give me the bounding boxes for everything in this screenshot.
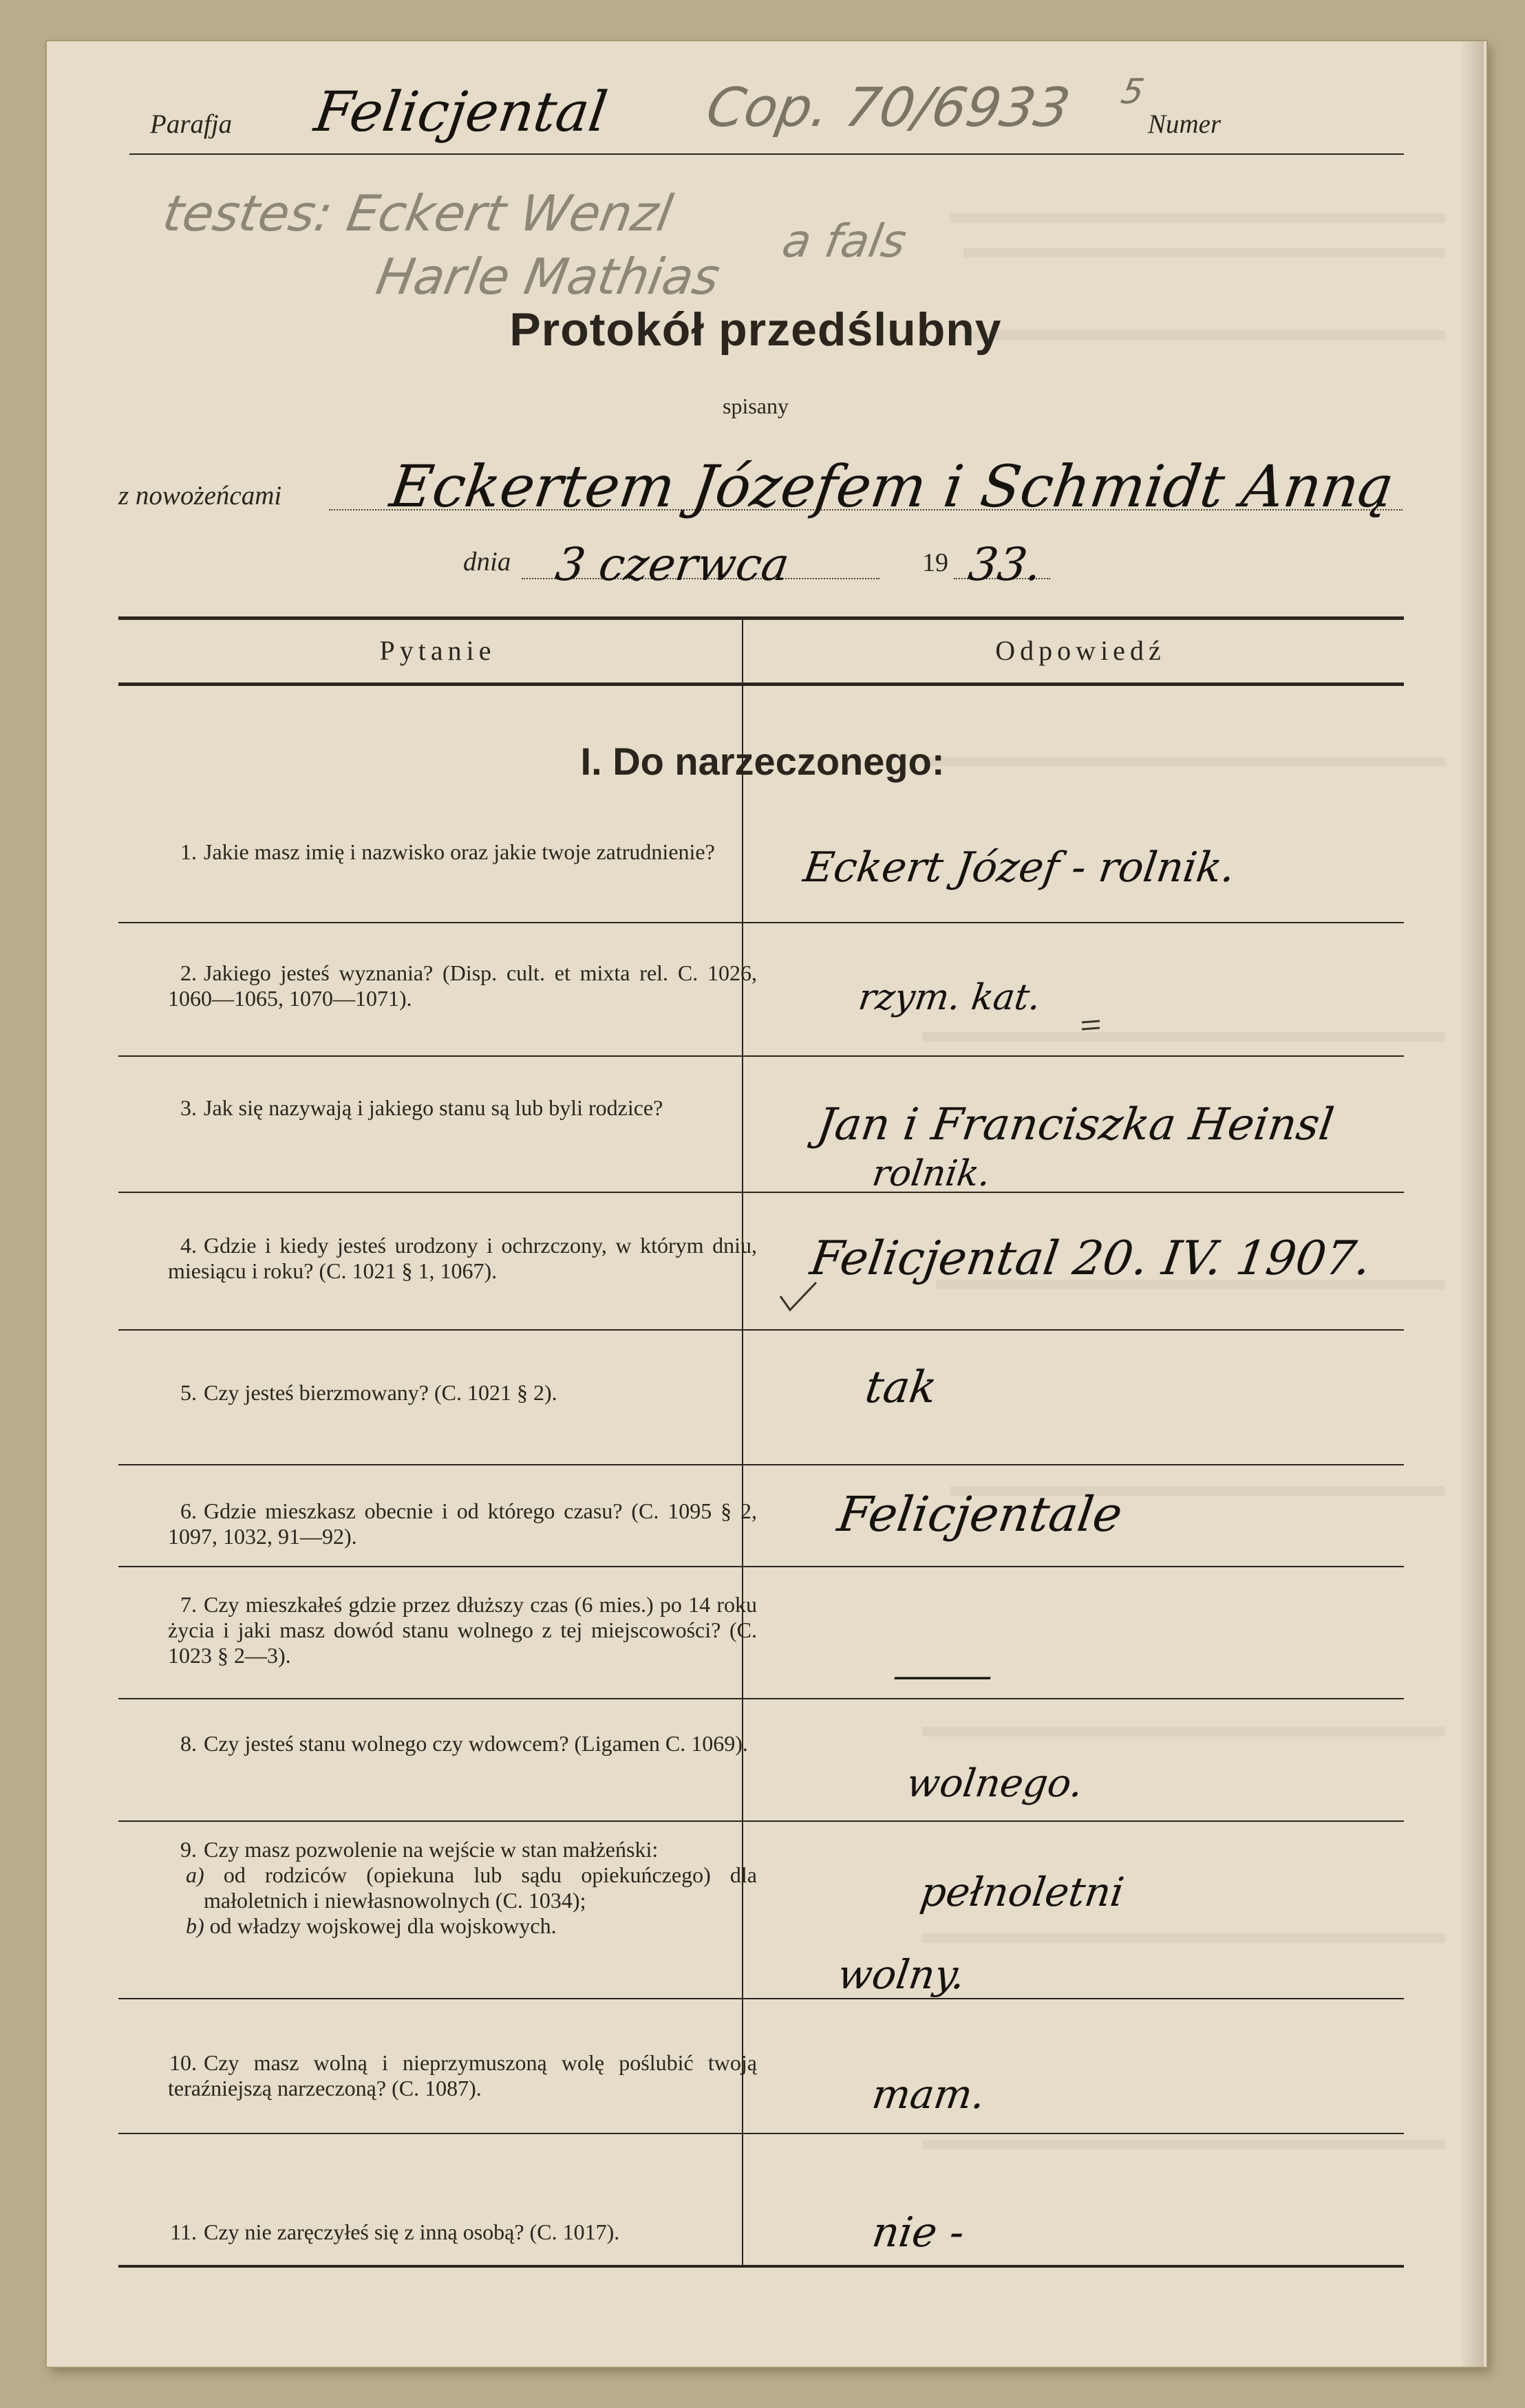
question-row — [168, 1380, 757, 1406]
answer-2: rzym. kat. — [855, 977, 1044, 1018]
date-label: dnia — [463, 547, 511, 577]
question-row — [168, 2050, 757, 2101]
column-header-question: Pytanie — [379, 635, 496, 666]
bleed-through — [963, 248, 1445, 257]
row-rule — [118, 1820, 1404, 1822]
question-number: 10. — [169, 2050, 197, 2075]
bleed-through — [922, 1727, 1445, 1737]
question-row — [168, 839, 757, 865]
question-sub-a — [168, 1862, 757, 1913]
question-text: Gdzie mieszkasz obecnie i od którego czasu? (C. 1095 § 2, 1097, 1032, 91—92). — [168, 1498, 757, 1549]
number-label: Numer — [1148, 109, 1222, 139]
bleed-through — [950, 213, 1445, 223]
bleed-through — [922, 2140, 1445, 2149]
question-row — [168, 960, 757, 1011]
question-row — [168, 1837, 757, 1939]
question-text: Czy masz pozwolenie na wejście w stan małżeński: — [204, 1837, 659, 1862]
row-rule — [118, 1055, 1404, 1057]
question-text: Czy mieszkałeś gdzie przez dłuższy czas (6 mies.) po 14 roku życia i jaki masz dowód stanu wolnego z tej miejscowości? (C. 1023 § 2—3). — [168, 1592, 757, 1668]
question-text: Jakiego jesteś wyznania? (Disp. cult. et mixta rel. C. 1026, 1060—1065, 1070—1071). — [168, 960, 757, 1011]
couple-label: z nowożeńcami — [118, 481, 282, 510]
row-rule — [118, 1464, 1404, 1465]
table-header-rule — [118, 682, 1404, 686]
question-number: 4. — [180, 1233, 197, 1258]
question-text: Jak się nazywają i jakiego stanu są lub byli rodzice? — [204, 1095, 663, 1120]
question-number: 2. — [180, 960, 197, 985]
row-rule — [118, 1566, 1404, 1567]
section-title: I. Do narzeczonego: — [580, 740, 945, 783]
question-row — [168, 1095, 757, 1121]
row-rule — [118, 2133, 1404, 2134]
answer-11: nie - — [869, 2208, 968, 2257]
equals-mark-icon — [1078, 1015, 1105, 1036]
question-number: 9. — [180, 1837, 197, 1862]
row-rule — [118, 1998, 1404, 1999]
witnesses-line-1: testes: Eckert Wenzl — [158, 184, 677, 242]
year-value: 33. — [965, 538, 1045, 591]
answer-3: Jan i Franciszka Heinsl — [813, 1099, 1337, 1150]
question-number: 11. — [170, 2219, 197, 2244]
table-top-rule — [118, 616, 1404, 620]
number-superscript: 5 — [1118, 72, 1147, 111]
question-number: 1. — [180, 839, 197, 864]
sub-letter: b) — [186, 1913, 204, 1938]
sub-text: od władzy wojskowej dla wojskowych. — [209, 1913, 557, 1938]
question-text: Czy jesteś bierzmowany? (C. 1021 § 2). — [204, 1380, 557, 1405]
row-rule — [118, 1698, 1404, 1699]
form-sheet — [47, 41, 1486, 2367]
question-text: Gdzie i kiedy jesteś urodzony i ochrzczony, w którym dniu, miesiącu i roku? (C. 1021 § 1, 1067). — [168, 1233, 757, 1283]
question-number: 8. — [180, 1731, 197, 1756]
row-rule — [118, 1192, 1404, 1193]
row-rule — [118, 1329, 1404, 1331]
answer-1: Eckert Józef - rolnik. — [800, 843, 1239, 892]
answer-9b: wolny. — [835, 1951, 968, 1998]
column-header-answer: Odpowiedź — [995, 635, 1166, 666]
question-number: 5. — [180, 1380, 197, 1405]
table-bottom-rule — [118, 2265, 1404, 2268]
bleed-through — [922, 1032, 1445, 1042]
question-row — [168, 1731, 757, 1756]
question-row — [168, 1592, 757, 1668]
answer-6: Felicjentale — [834, 1486, 1126, 1542]
header-rule — [129, 153, 1404, 155]
answer-4: Felicjental 20. IV. 1907. — [807, 1232, 1374, 1286]
date-value: 3 czerwca — [552, 538, 793, 591]
question-row — [168, 1233, 757, 1284]
question-number: 7. — [180, 1592, 197, 1617]
sub-letter: a) — [186, 1862, 204, 1887]
number-value: Cop. 70/6933 — [702, 77, 1075, 139]
bleed-through — [922, 1933, 1445, 1943]
form-subtitle: spisany — [723, 394, 789, 418]
couple-value: Eckertem Józefem i Schmidt Anną — [386, 453, 1398, 520]
question-text: Czy jesteś stanu wolnego czy wdowcem? (Ligamen C. 1069). — [204, 1731, 748, 1756]
answer-3-occupation: rolnik. — [869, 1153, 994, 1194]
check-mark-icon — [778, 1280, 819, 1314]
question-text: Czy masz wolną i nieprzymuszoną wolę poślubić twoją teraźniejszą narzeczoną? (C. 1087). — [168, 2050, 757, 2100]
answer-8: wolnego. — [904, 1761, 1086, 1806]
answer-7: ——— — [890, 1655, 992, 1697]
parish-value: Felicjental — [310, 80, 612, 144]
row-rule — [118, 922, 1404, 923]
question-number: 6. — [180, 1498, 197, 1523]
answer-5: tak — [862, 1362, 940, 1413]
question-row — [168, 2219, 757, 2245]
question-text: Czy nie zaręczyłeś się z inną osobą? (C. 1017). — [204, 2219, 620, 2244]
parish-label: Parafja — [150, 109, 233, 139]
question-number: 3. — [180, 1095, 197, 1120]
sub-text: od rodziców (opiekuna lub sądu opiekuńczego) dla małoletnich i niewłasnowolnych (C. 1034); — [204, 1862, 758, 1913]
question-text: Jakie masz imię i nazwisko oraz jakie twoje zatrudnienie? — [204, 839, 715, 864]
answer-10: mam. — [869, 2071, 988, 2118]
form-title: Protokół przedślubny — [509, 303, 1002, 356]
year-prefix: 19 — [922, 548, 948, 577]
paper-edge-shadow — [1459, 41, 1484, 2367]
question-sub-b — [168, 1913, 757, 1939]
question-row — [168, 1498, 757, 1549]
witnesses-line-2: Harle Mathias — [372, 248, 725, 305]
answer-9a: pełnoletni — [917, 1869, 1127, 1915]
pencil-note: a fals — [778, 215, 910, 268]
